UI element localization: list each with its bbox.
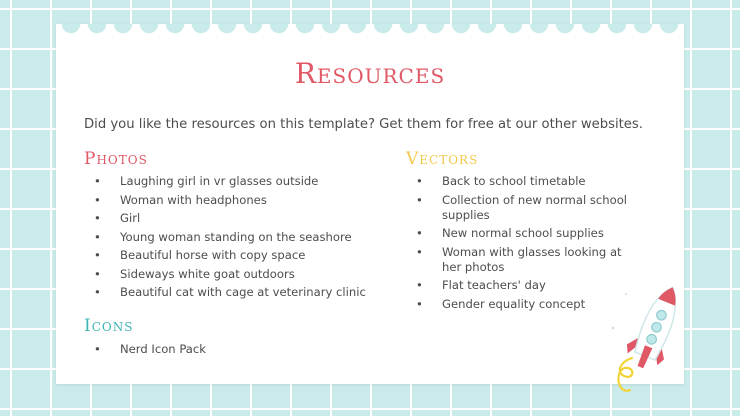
photo-link-3[interactable]: • Girl <box>84 211 384 226</box>
photo-link-7[interactable]: • Beautiful cat with cage at veterinary clinic <box>84 285 384 300</box>
photo-link-1[interactable]: • Laughing girl in vr glasses outside <box>84 174 384 189</box>
vector-link-5[interactable]: • Flat teachers' day <box>406 278 636 293</box>
rocket-icon <box>604 272 684 400</box>
vector-link-2[interactable]: • Collection of new normal school supplies <box>406 193 636 223</box>
icons-list <box>84 342 384 361</box>
icon-pack-link[interactable]: • Nerd Icon Pack <box>84 342 384 357</box>
vectors-list <box>406 174 636 315</box>
page-title: Resources <box>294 57 446 90</box>
intro-text: Did you like the resources on this template? Get them for free at our other websites. <box>84 117 643 132</box>
vector-link-1[interactable]: • Back to school timetable <box>406 174 636 189</box>
notepaper-card <box>56 24 684 384</box>
photos-list <box>84 174 384 304</box>
photos-heading: Photos <box>84 149 148 169</box>
icons-heading: Icons <box>84 316 134 336</box>
vector-link-4[interactable]: • Woman with glasses looking at her photos <box>406 245 636 275</box>
scalloped-edge <box>56 24 684 38</box>
photo-link-5[interactable]: • Beautiful horse with copy space <box>84 248 384 263</box>
photo-link-4[interactable]: • Young woman standing on the seashore <box>84 230 384 245</box>
vectors-heading: Vectors <box>406 149 479 169</box>
photo-link-2[interactable]: • Woman with headphones <box>84 193 384 208</box>
vector-link-6[interactable]: • Gender equality concept <box>406 297 636 312</box>
photo-link-6[interactable]: • Sideways white goat outdoors <box>84 267 384 282</box>
vector-link-3[interactable]: • New normal school supplies <box>406 226 636 241</box>
